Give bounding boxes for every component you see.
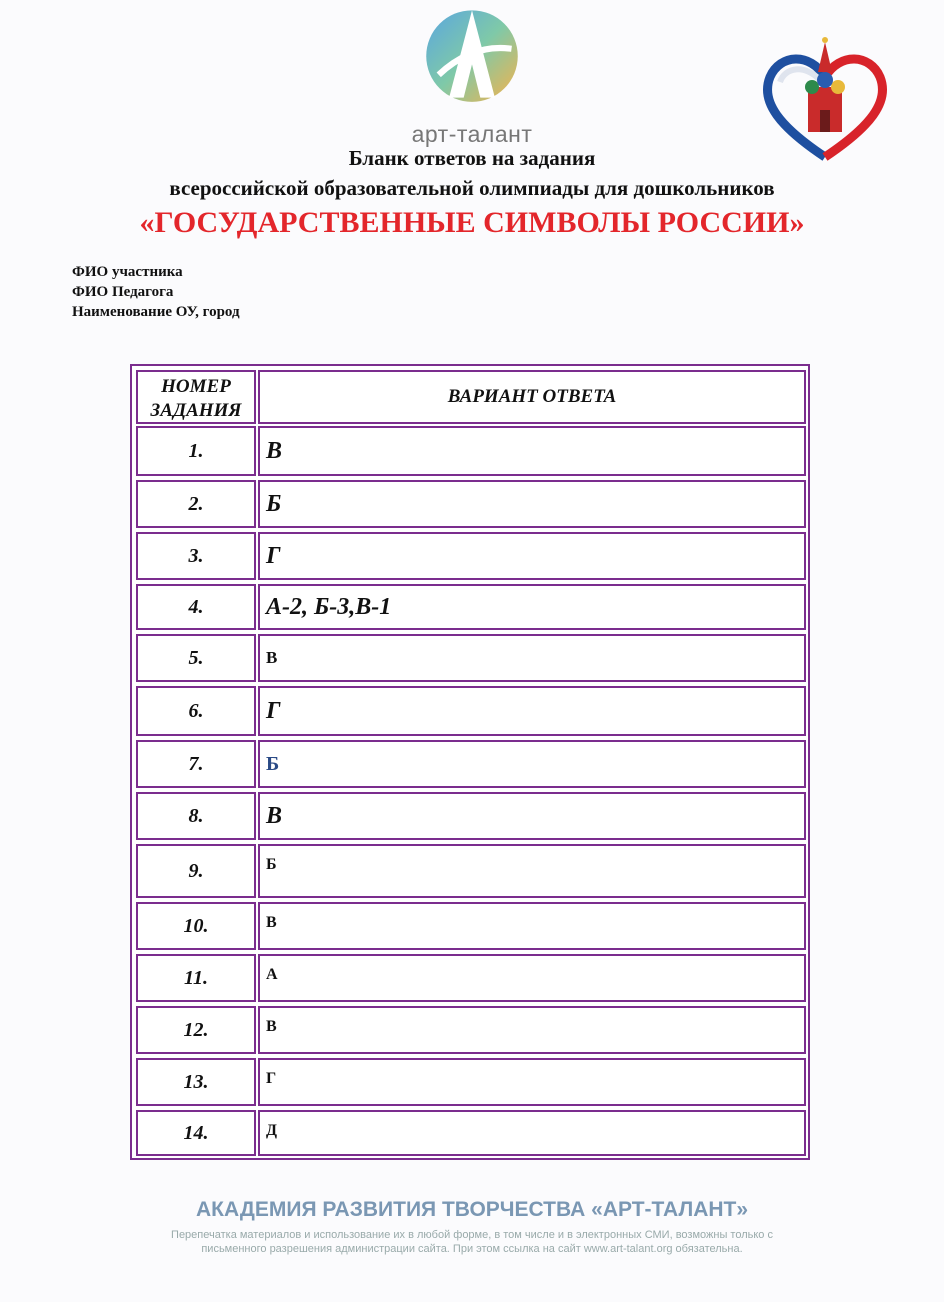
row-answer: Г bbox=[258, 686, 806, 736]
footer-note bbox=[90, 1228, 854, 1256]
row-number: 12. bbox=[136, 1006, 256, 1054]
logo-caption: арт-талант bbox=[411, 121, 533, 147]
row-answer: В bbox=[258, 634, 806, 682]
row-answer: А-2, Б-3,В-1 bbox=[258, 584, 806, 630]
header-number-line2: ЗАДАНИЯ bbox=[150, 400, 242, 421]
participant-fields bbox=[72, 262, 240, 322]
row-answer: А bbox=[258, 954, 806, 1002]
row-number: 7. bbox=[136, 740, 256, 788]
row-answer: Б bbox=[258, 480, 806, 528]
row-answer: В bbox=[258, 902, 806, 950]
title-line-1: Бланк ответов на задания bbox=[348, 146, 596, 170]
footer-note-line1: Перепечатка материалов и использование их в любой форме, в том числе и в электронных СМИ, возможны только с bbox=[171, 1229, 773, 1241]
row-number: 14. bbox=[136, 1110, 256, 1156]
row-number: 5. bbox=[136, 634, 256, 682]
footer-note-line2: письменного разрешения администрации сайта. При этом ссылка на сайт www.art-talant.org обязательна. bbox=[201, 1243, 743, 1255]
row-answer: Д bbox=[258, 1110, 806, 1156]
answer-table bbox=[130, 364, 810, 1160]
row-number: 8. bbox=[136, 792, 256, 840]
row-number: 3. bbox=[136, 532, 256, 580]
institution-label: Наименование ОУ, город bbox=[72, 304, 240, 320]
art-talant-logo-icon bbox=[420, 2, 524, 106]
row-number: 2. bbox=[136, 480, 256, 528]
row-number: 9. bbox=[136, 844, 256, 898]
participant-name-label: ФИО участника bbox=[72, 264, 183, 280]
header-number-cell bbox=[136, 370, 256, 424]
row-number: 4. bbox=[136, 584, 256, 630]
teacher-name-label: ФИО Педагога bbox=[72, 284, 174, 300]
row-number: 1. bbox=[136, 426, 256, 476]
row-answer: В bbox=[258, 792, 806, 840]
row-answer: В bbox=[258, 426, 806, 476]
row-number: 11. bbox=[136, 954, 256, 1002]
row-number: 6. bbox=[136, 686, 256, 736]
row-answer: Г bbox=[258, 1058, 806, 1106]
header-number-line1: НОМЕР bbox=[161, 376, 231, 397]
row-number: 10. bbox=[136, 902, 256, 950]
header-answer-cell bbox=[258, 370, 806, 424]
row-answer: Б bbox=[258, 740, 806, 788]
footer-title: АКАДЕМИЯ РАЗВИТИЯ ТВОРЧЕСТВА «АРТ-ТАЛАНТ» bbox=[195, 1198, 749, 1221]
row-answer: Г bbox=[258, 532, 806, 580]
header-answer-label: ВАРИАНТ ОТВЕТА bbox=[447, 386, 617, 407]
row-answer: Б bbox=[258, 844, 806, 898]
row-number: 13. bbox=[136, 1058, 256, 1106]
row-answer: В bbox=[258, 1006, 806, 1054]
title-line-2: всероссийской образовательной олимпиады для дошкольников bbox=[169, 176, 775, 200]
title-line-3: «ГОСУДАРСТВЕННЫЕ СИМВОЛЫ РОССИИ» bbox=[139, 206, 805, 239]
kremlin-heart-logo-icon bbox=[760, 32, 890, 164]
